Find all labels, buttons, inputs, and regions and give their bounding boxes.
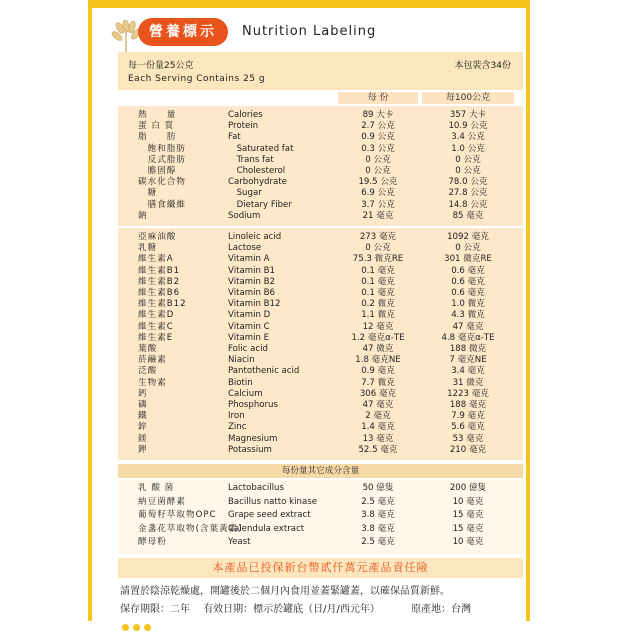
nutrients-name-en: Calories	[228, 110, 263, 120]
other-name-zh: 葡萄籽萃取物OPC	[138, 510, 217, 520]
other-components-header: 每份量其它成分含量	[118, 464, 523, 478]
vitamins-per-serving: 0.1 毫克	[361, 276, 395, 287]
nutrients-row	[118, 188, 523, 199]
nutrients-per-100g: 357 大卡	[449, 110, 487, 120]
other-name-en: Grape seed extract	[228, 510, 311, 520]
vitamins-per-100g: 47 毫克	[452, 321, 484, 332]
serving-size-en: Each Serving Contains 25 g	[128, 74, 266, 84]
vitamins-per-serving: 47 微克	[362, 344, 394, 354]
vitamins-row	[118, 277, 523, 288]
vitamins-name-en: Linoleic acid	[228, 232, 282, 242]
vitamins-name-zh: 泛酸	[138, 366, 158, 377]
nutrients-row	[118, 166, 523, 177]
vitamins-per-100g: 210 毫克	[449, 444, 487, 455]
nutrients-name-zh: 蛋 白 質	[138, 121, 175, 132]
other-name-zh: 金盞花萃取物(含葉黃素)	[138, 523, 243, 534]
vitamins-row	[118, 355, 523, 366]
col-header-per-serving: 每 份	[338, 92, 418, 104]
vitamins-per-serving: 1.2 毫克α-TE	[351, 332, 405, 343]
nutrients-name-zh: 膳食纖維	[138, 199, 186, 210]
vitamins-per-serving: 0.2 微克	[361, 299, 395, 310]
vitamins-per-serving: 1.1 微克	[361, 310, 395, 321]
nutrients-name-zh: 反式脂肪	[138, 154, 186, 165]
top-bar	[92, 0, 526, 8]
vitamins-name-zh: 乳糖	[138, 243, 158, 254]
vitamins-name-en: Potassium	[228, 444, 272, 455]
vitamins-row	[118, 400, 523, 411]
nutrients-row	[118, 200, 523, 211]
nutrients-row	[118, 155, 523, 166]
shelf-life: 保存期限：二年	[120, 604, 190, 615]
vitamins-name-zh: 磷	[138, 400, 148, 410]
vitamins-name-zh: 維生素D	[138, 310, 175, 321]
vitamins-name-en: Niacin	[228, 355, 255, 366]
nutrients-per-serving: 0 公克	[365, 154, 391, 165]
vitamins-per-100g: 0.6 毫克	[451, 276, 485, 287]
nutrients-name-en: Cholesterol	[228, 166, 286, 176]
other-name-en: Yeast	[228, 537, 251, 547]
vitamins-row	[118, 254, 523, 265]
vitamins-row	[118, 288, 523, 299]
nutrients-row	[118, 110, 523, 121]
vitamins-name-en: Iron	[228, 411, 245, 422]
vitamins-per-100g: 4.8 毫克α-TE	[441, 332, 495, 343]
vitamins-per-100g: 5.6 毫克	[451, 422, 485, 433]
vitamins-per-serving: 12 毫克	[362, 321, 394, 332]
other-per-100g: 10 毫克	[452, 537, 484, 547]
nutrition-panel	[118, 52, 523, 580]
vitamins-per-100g: 1.0 微克	[451, 299, 485, 310]
vitamins-name-en: Lactose	[228, 243, 262, 254]
vitamins-name-en: Biotin	[228, 377, 253, 388]
vitamins-per-serving: 306 毫克	[359, 388, 397, 399]
other-row	[118, 483, 523, 494]
nutrients-name-zh: 飽和脂肪	[138, 143, 186, 154]
page-title: Nutrition Labeling	[242, 24, 377, 39]
nutrients-name-zh: 脂 肪	[138, 132, 177, 143]
vitamins-row	[118, 333, 523, 344]
nutrients-name-zh: 糖	[138, 188, 158, 199]
nutrients-name-zh: 膽固醇	[138, 166, 177, 176]
vitamins-per-100g: 0.6 毫克	[451, 288, 485, 298]
vitamins-name-zh: 維生素E	[138, 332, 174, 343]
other-row	[118, 524, 523, 535]
vitamins-per-100g: 0.6 毫克	[451, 265, 485, 276]
vitamins-name-zh: 維生素C	[138, 321, 174, 332]
other-per-serving: 50 億隻	[362, 483, 394, 493]
vitamins-per-serving: 75.3 微克RE	[352, 254, 404, 265]
vitamins-row	[118, 344, 523, 355]
vitamins-name-en: Vitamin E	[228, 332, 270, 343]
title-badge: 營養標示	[138, 18, 228, 46]
vitamins-per-serving: 0.9 毫克	[361, 366, 395, 377]
nutrients-per-100g: 1.0 公克	[451, 143, 485, 154]
other-row	[118, 510, 523, 521]
vitamins-per-100g: 1223 毫克	[447, 388, 489, 399]
nutrients-per-100g: 10.9 公克	[448, 121, 488, 132]
vitamins-per-100g: 7 毫克NE	[449, 355, 487, 366]
nutrients-per-serving: 6.9 公克	[361, 188, 395, 199]
title-badge-group	[118, 12, 230, 48]
vitamins-row	[118, 445, 523, 456]
vitamins-name-en: Vitamin B2	[228, 276, 276, 287]
vitamins-row	[118, 422, 523, 433]
vitamins-per-serving: 13 毫克	[362, 433, 394, 444]
nutrients-row	[118, 132, 523, 143]
vitamins-name-en: Zinc	[228, 422, 247, 433]
vitamins-per-100g: 188 毫克	[449, 400, 487, 410]
vitamins-per-serving: 0.1 毫克	[361, 265, 395, 276]
other-per-100g: 200 億隻	[449, 483, 487, 493]
vitamins-name-zh: 菸鹼素	[138, 355, 167, 366]
vitamins-name-zh: 葉酸	[138, 344, 158, 354]
vitamins-row	[118, 243, 523, 254]
origin: 原產地：台灣	[411, 604, 472, 615]
other-per-serving: 3.8 毫克	[361, 523, 395, 534]
nutrients-per-serving: 2.7 公克	[361, 121, 395, 132]
vitamins-row	[118, 389, 523, 400]
vitamins-name-zh: 鋅	[138, 422, 148, 433]
nutrients-name-zh: 鈉	[138, 210, 148, 221]
vitamins-per-serving: 0 公克	[365, 243, 391, 254]
vitamins-name-en: Folic acid	[228, 344, 268, 354]
col-header-per-100g: 每100公克	[422, 92, 514, 104]
vitamins-name-zh: 維生素B1	[138, 265, 181, 276]
vitamins-name-en: Phosphorus	[228, 400, 278, 410]
nutrients-name-en: Sodium	[228, 210, 261, 221]
nutrients-row	[118, 144, 523, 155]
vitamins-per-serving: 2 毫克	[365, 411, 391, 422]
nutrients-per-serving: 21 毫克	[362, 210, 394, 221]
vitamins-name-en: Vitamin C	[228, 321, 270, 332]
vitamins-name-en: Pantothenic acid	[228, 366, 300, 377]
other-per-serving: 2.5 毫克	[361, 496, 395, 507]
vitamins-name-en: Vitamin B1	[228, 265, 276, 276]
vitamins-row	[118, 322, 523, 333]
vitamins-row	[118, 232, 523, 243]
expiry-date: 有效日期：標示於罐底（日/月/西元年）	[203, 604, 380, 615]
vitamins-per-serving: 1.8 毫克NE	[355, 355, 401, 366]
nutrients-per-serving: 19.5 公克	[358, 177, 398, 188]
storage-note: 請置於陰涼乾燥處，開罐後於二個月內食用並蓋緊罐蓋，以確保品質新鮮。	[120, 586, 450, 597]
servings-per-pack: 本包裝含34份	[454, 61, 511, 71]
vitamins-per-serving: 0.1 毫克	[361, 288, 395, 298]
product-info-line	[120, 600, 471, 615]
other-name-en: Bacillus natto kinase	[228, 496, 317, 507]
vitamins-row	[118, 266, 523, 277]
vitamins-name-zh: 鈣	[138, 388, 148, 399]
nutrients-per-serving: 0.3 公克	[361, 143, 395, 154]
other-name-zh: 乳 酸 菌	[138, 483, 175, 493]
nutrients-name-en: Carbohydrate	[228, 177, 287, 188]
vitamins-per-100g: 7.9 毫克	[451, 411, 485, 422]
vitamins-per-100g: 1092 毫克	[447, 232, 489, 242]
vitamins-section	[118, 228, 523, 460]
label-frame	[88, 0, 530, 621]
vitamins-name-zh: 鐵	[138, 411, 148, 422]
other-per-100g: 10 毫克	[452, 496, 484, 507]
other-per-serving: 3.8 毫克	[361, 510, 395, 520]
nutrients-section	[118, 106, 523, 226]
vitamins-per-serving: 273 毫克	[359, 232, 397, 242]
nutrients-name-en: Protein	[228, 121, 259, 132]
vitamins-per-100g: 4.3 微克	[451, 310, 485, 321]
nutrients-per-serving: 0.9 公克	[361, 132, 395, 143]
vitamins-row	[118, 434, 523, 445]
vitamins-per-100g: 301 微克RE	[444, 254, 492, 265]
vitamins-name-en: Vitamin D	[228, 310, 271, 321]
other-row	[118, 537, 523, 548]
nutrients-name-en: Fat	[228, 132, 241, 143]
vitamins-name-en: Calcium	[228, 388, 263, 399]
other-per-100g: 15 毫克	[452, 523, 484, 534]
vitamins-name-zh: 維生素B2	[138, 276, 181, 287]
insurance-notice: 本產品已投保新台幣貳仟萬元產品責任險	[118, 558, 523, 578]
vitamins-per-100g: 188 微克	[449, 344, 487, 354]
vitamins-row	[118, 411, 523, 422]
vitamins-per-serving: 47 毫克	[362, 400, 394, 410]
vitamins-name-zh: 亞麻油酸	[138, 232, 177, 242]
nutrients-name-en: Trans fat	[228, 154, 274, 165]
nutrients-per-serving: 3.7 公克	[361, 199, 395, 210]
other-name-en: Lactobacillus	[228, 483, 284, 493]
nutrients-name-en: Sugar	[228, 188, 262, 199]
other-per-serving: 2.5 毫克	[361, 537, 395, 547]
decorative-dots	[122, 616, 162, 624]
nutrients-per-100g: 14.8 公克	[448, 199, 488, 210]
vitamins-name-zh: 生物素	[138, 377, 167, 388]
nutrients-per-100g: 78.0 公克	[448, 177, 488, 188]
vitamins-row	[118, 366, 523, 377]
vitamins-name-en: Vitamin B12	[228, 299, 281, 310]
vitamins-name-zh: 維生素B12	[138, 299, 187, 310]
vitamins-name-zh: 維生素A	[138, 254, 174, 265]
vitamins-row	[118, 378, 523, 389]
vitamins-row	[118, 310, 523, 321]
vitamins-name-en: Vitamin A	[228, 254, 270, 265]
nutrients-name-zh: 熱 量	[138, 110, 177, 120]
other-name-zh: 酵母粉	[138, 537, 167, 547]
nutrients-name-zh: 碳水化合物	[138, 177, 186, 188]
vitamins-name-zh: 鉀	[138, 444, 148, 455]
nutrients-per-100g: 0 公克	[455, 154, 481, 165]
other-name-zh: 納豆菌酵素	[138, 496, 186, 507]
vitamins-per-serving: 1.4 毫克	[361, 422, 395, 433]
nutrients-name-en: Dietary Fiber	[228, 199, 292, 210]
nutrients-row	[118, 121, 523, 132]
serving-header	[118, 52, 523, 91]
other-name-en: Calendula extract	[228, 523, 305, 534]
nutrients-per-100g: 0 公克	[455, 166, 481, 176]
serving-size-zh: 每一份量25公克	[128, 61, 194, 71]
vitamins-per-100g: 31 微克	[452, 377, 484, 388]
vitamins-per-serving: 52.5 毫克	[358, 444, 398, 455]
vitamins-name-zh: 維生素B6	[138, 288, 181, 298]
nutrients-per-100g: 27.8 公克	[448, 188, 488, 199]
nutrients-per-100g: 85 毫克	[452, 210, 484, 221]
other-row	[118, 497, 523, 508]
vitamins-per-100g: 0 公克	[455, 243, 481, 254]
nutrients-per-100g: 3.4 公克	[451, 132, 485, 143]
vitamins-name-zh: 鎂	[138, 433, 148, 444]
vitamins-row	[118, 299, 523, 310]
nutrients-per-serving: 89 大卡	[362, 110, 394, 120]
vitamins-name-en: Vitamin B6	[228, 288, 276, 298]
vitamins-per-serving: 7.7 微克	[361, 377, 395, 388]
nutrients-name-en: Saturated fat	[228, 143, 294, 154]
other-components-section	[118, 480, 523, 554]
nutrients-per-serving: 0 公克	[365, 166, 391, 176]
nutrients-row	[118, 177, 523, 188]
vitamins-name-en: Magnesium	[228, 433, 278, 444]
vitamins-per-100g: 3.4 毫克	[451, 366, 485, 377]
vitamins-per-100g: 53 毫克	[452, 433, 484, 444]
nutrients-row	[118, 211, 523, 222]
other-per-100g: 15 毫克	[452, 510, 484, 520]
